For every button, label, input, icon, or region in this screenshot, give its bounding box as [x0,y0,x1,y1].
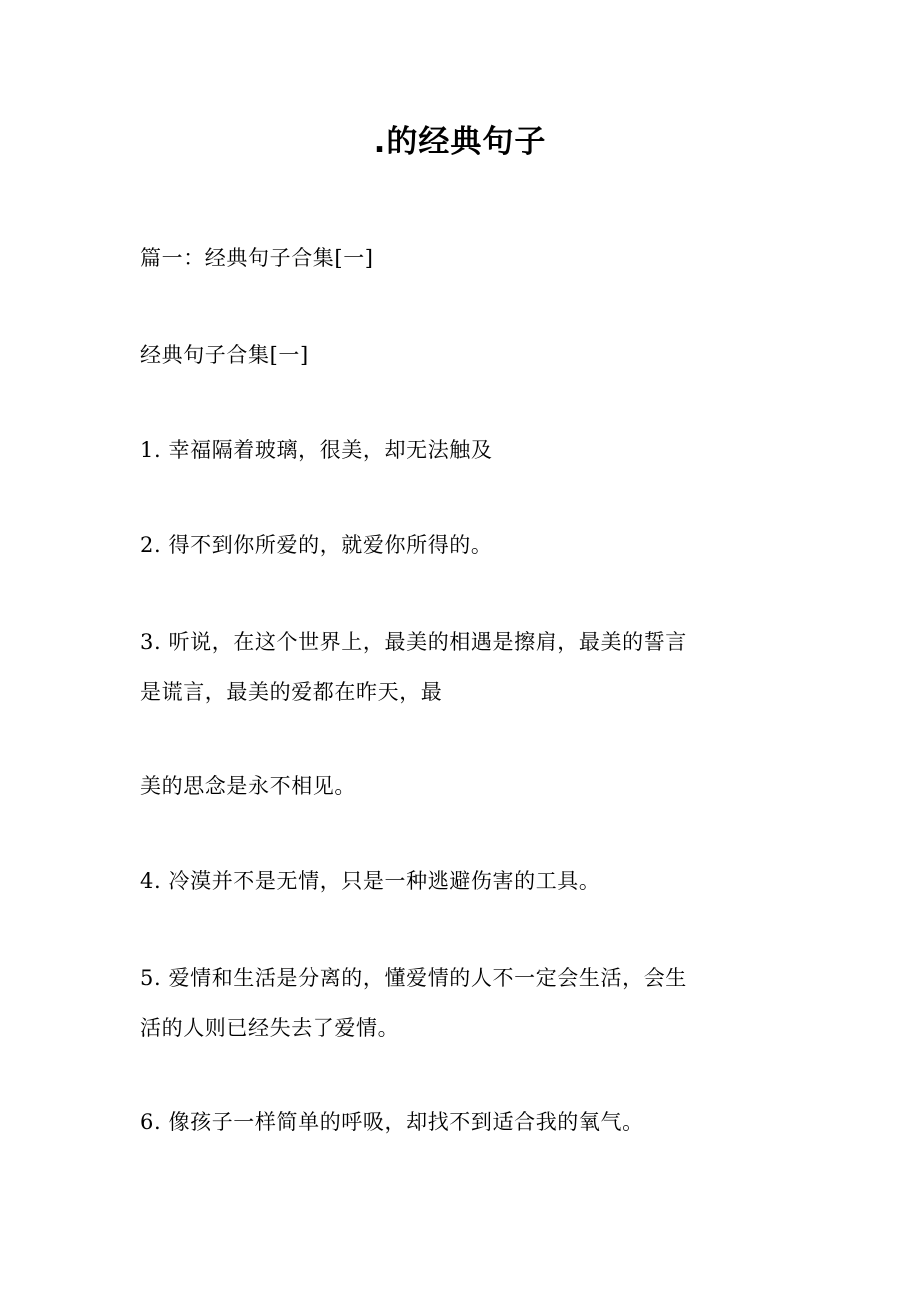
quote-line: 1. 幸福隔着玻璃，很美，却无法触及 [140,438,493,462]
quote-line: 3. 听说，在这个世界上，最美的相遇是擦肩，最美的誓言 [140,630,687,654]
subsection-heading: 经典句子合集[一] [140,343,309,367]
quote-line: 美的思念是永不相见。 [140,774,356,798]
document-title: .的经典句子 [373,124,547,160]
quote-line: 6. 像孩子一样简单的呼吸，却找不到适合我的氧气。 [140,1110,644,1134]
quote-line: 4. 冷漠并不是无情，只是一种逃避伤害的工具。 [140,869,601,893]
section-heading: 篇一：经典句子合集[一] [140,246,374,270]
quote-line: 5. 爱情和生活是分离的，懂爱情的人不一定会生活，会生 [140,966,687,990]
quote-line: 是谎言，最美的爱都在昨天，最 [140,680,443,704]
quote-line: 活的人则已经失去了爱情。 [140,1016,400,1040]
quote-line: 2. 得不到你所爱的，就爱你所得的。 [140,533,493,557]
